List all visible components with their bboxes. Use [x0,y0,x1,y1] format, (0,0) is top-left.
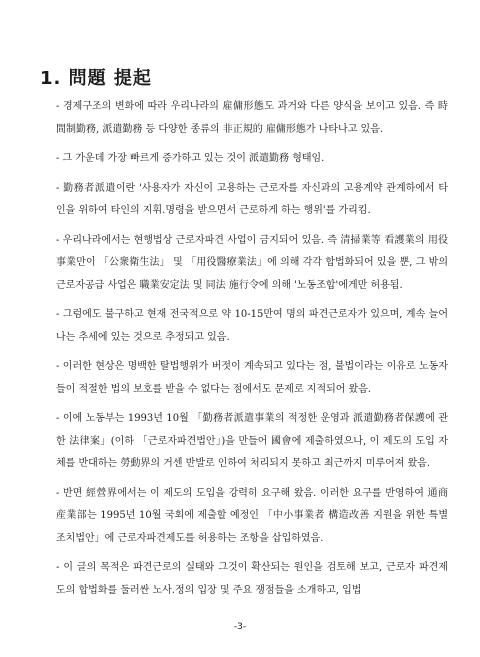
paragraph-3: - 勤務者派遣이란 '사용자가 자신이 고용하는 근로자를 자신과의 고용계약 관계하에서 타인을 위하여 타인의 지휘.명령을 받으면서 근로하게 하는 행위'를 가리킴. [56,182,448,216]
section-heading [40,64,152,90]
paragraph-8: - 반면 經營界에서는 이 제도의 도입을 강력히 요구해 왔음. 이러한 요구를 반영하여 通商産業部는 1995년 10월 국회에 제출할 예정인 「中小事業者 構造改善 지원을 위한 특별조치법안」에 근로자파견제도를 허용하는 조항을 삽입하였음. [56,487,448,544]
paragraph-1: - 경제구조의 변화에 따라 우리나라의 雇傭形態도 과거와 다른 양식을 보이고 있음. 즉 時間制勤務, 派遣勤務 등 다양한 종류의 非正規的 雇傭形態가 나타나고 있음. [56,101,448,135]
paragraph-7: - 이에 노동부는 1993년 10월 「勤務者派遣事業의 적정한 운영과 派遣勤務者保護에 관한 法律案」(이하 「근로자파견법안」)을 만들어 國會에 제출하였으나, 이 제도의 도입 자체를 반대하는 勞動界의 거센 반발로 인하여 처리되지 못하고 최근까지 미루어져 왔음. [56,413,448,469]
page-number: -3- [233,622,247,632]
section-body [56,96,448,609]
paragraph-9: - 이 글의 목적은 파견근로의 실태와 그것이 확산되는 원인을 검토해 보고, 근로자 파견제도의 합법화를 둘러싼 노사.정의 입장 및 주요 쟁점들을 소개하고, 입법 [56,562,448,596]
paragraph-4: - 우리나라에서는 현행법상 근로자파견 사업이 금지되어 있음. 즉 清掃業等 看護業의 用役事業만이 「公衆衛生法」 및 「用役醫療業法」에 의해 각각 합법화되어 있을 뿐, 그 밖의 근로자공급 사업은 職業安定法 및 同法 施行令에 의해 '노동조합'에게만 허용됨. [56,234,448,291]
paragraph-5: - 그럼에도 불구하고 현재 전국적으로 약 10-15만여 명의 파견근로자가 있으며, 계속 늘어나는 추세에 있는 것으로 추정되고 있음. [56,309,448,343]
paragraph-2: - 그 가운데 가장 빠르게 증가하고 있는 것이 派遣勤務 형태임. [56,153,325,164]
paragraph-6: - 이러한 현상은 명백한 탈법행위가 버젓이 계속되고 있다는 점, 불법이라는 이유로 노동자들이 적절한 법의 보호를 받을 수 없다는 점에서도 문제로 지적되어 왔음. [56,361,448,395]
section-number: 1. [40,68,62,89]
section-title: 問題 提起 [68,68,152,89]
